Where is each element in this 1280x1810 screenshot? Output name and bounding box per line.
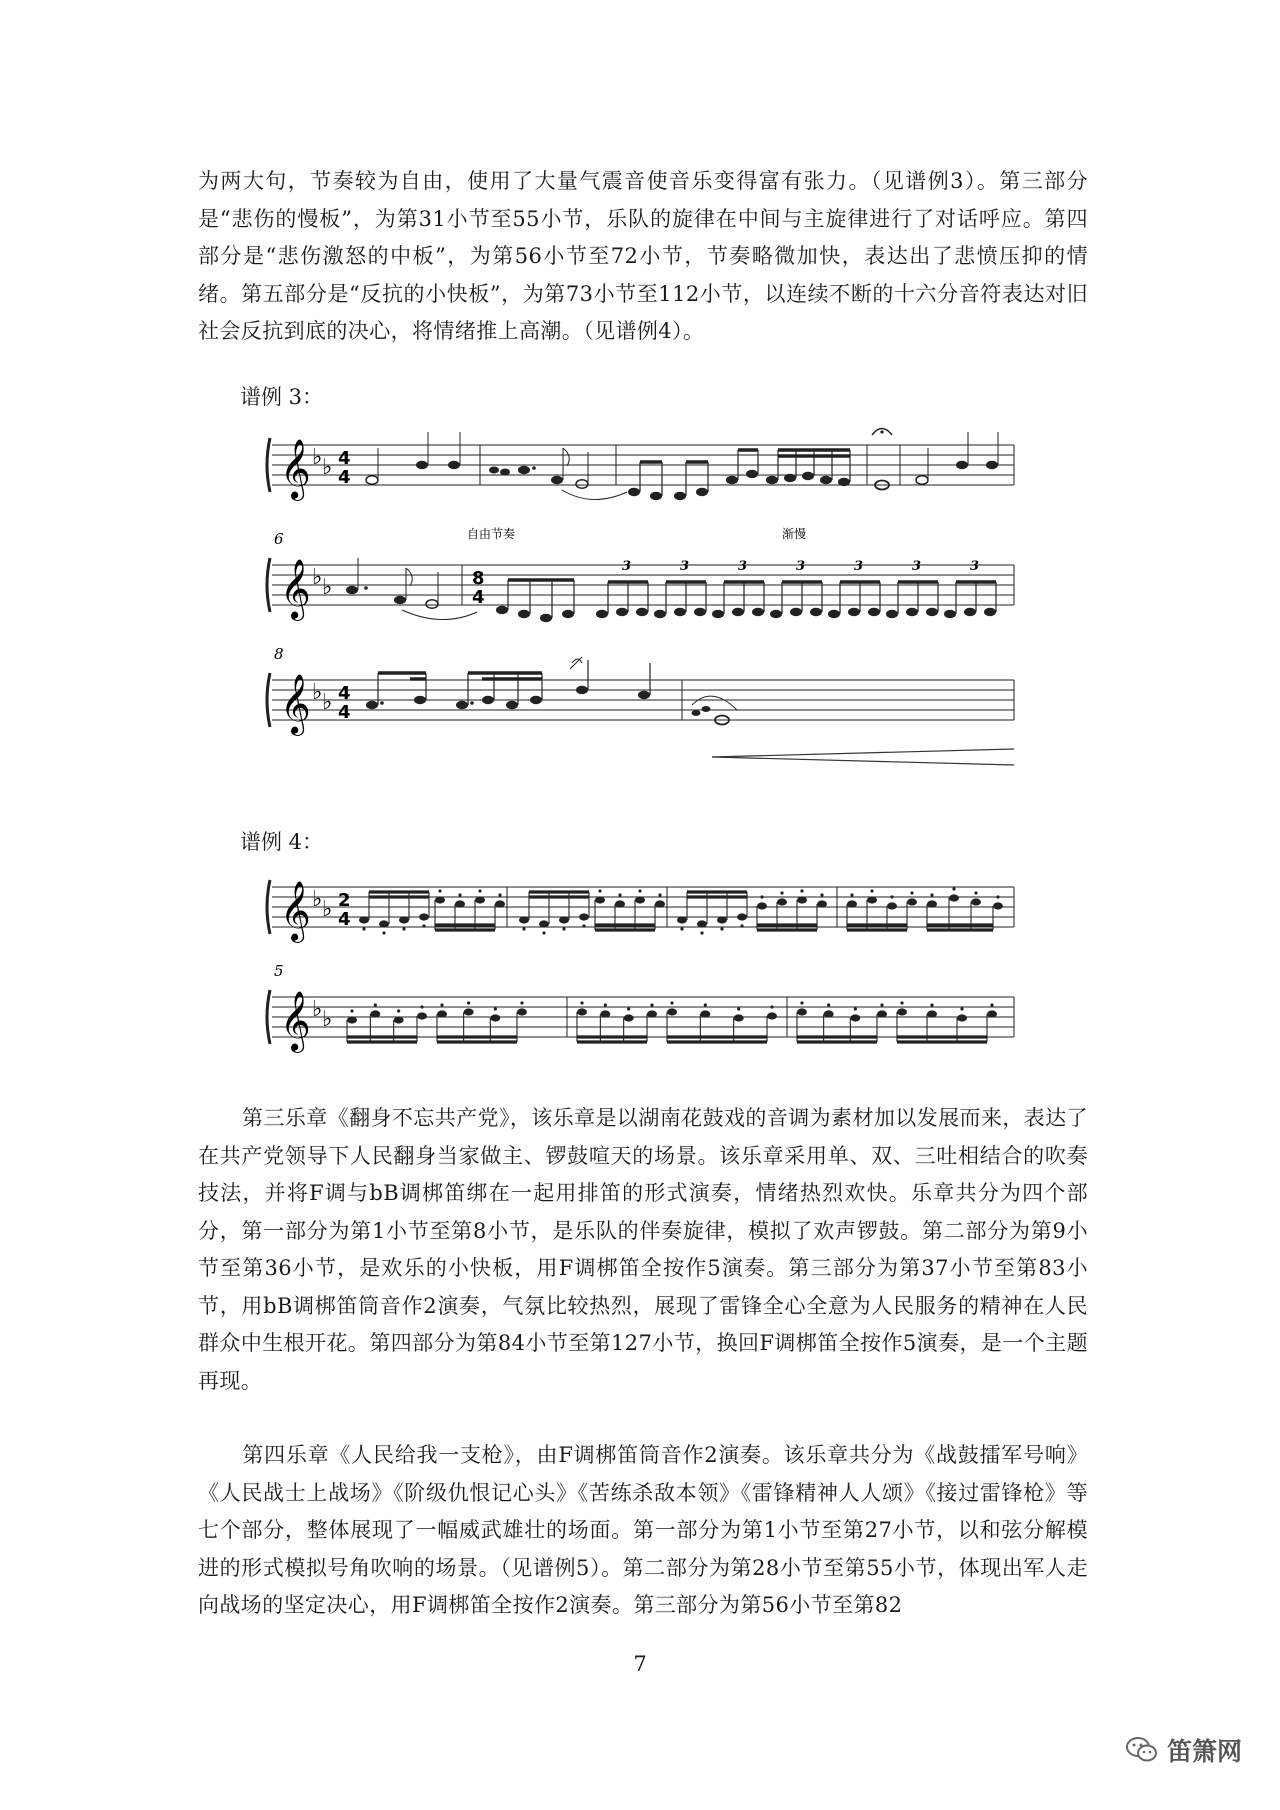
time-sig-den: 4 xyxy=(472,587,485,608)
treble-clef-icon: 𝄞 xyxy=(280,559,311,619)
time-sig-num: 4 xyxy=(338,448,351,469)
flat-icon: ♭ xyxy=(322,575,333,600)
time-sig-num: 4 xyxy=(338,683,351,704)
time-sig-num: 2 xyxy=(338,890,351,911)
treble-clef-icon: 𝄞 xyxy=(280,674,311,734)
watermark xyxy=(1125,1732,1242,1768)
triplet-mark: 3 xyxy=(912,559,922,574)
flat-icon: ♭ xyxy=(322,1007,333,1032)
example-4-score xyxy=(262,862,1022,1062)
score-system-2 xyxy=(267,526,1014,622)
paragraph-2-text: 第三乐章《翻身不忘共产党》，该乐章是以湖南花鼓戏的音调为素材加以发展而来，表达了在共产党领导下人民翻身当家做主、锣鼓喧天的场景。该乐章采用单、双、三吐相结合的吹奏技法，并将F调与bB调梆笛绑在一起用排笛的形式演奏，情绪热烈欢快。乐章共分为四个部分，第一部分为第1小节至第8小节，是乐队的伴奏旋律，模拟了欢声锣鼓。第二部分为第9小节至第36小节，是欢乐的小快板，用F调梆笛全按作5演奏。第三部分为第37小节至第83小节，用bB调梆笛筒音作2演奏，气氛比较热烈，展现了雷锋全心全意为人民服务的精神在人民群众中生根开花。第四部分为第84小节至第127小节，换回F调梆笛全按作5演奏，是一个主题再现。 xyxy=(198,1106,1088,1393)
triplet-mark: 3 xyxy=(796,559,806,574)
flat-icon: ♭ xyxy=(312,997,323,1022)
flat-icon: ♭ xyxy=(312,565,323,590)
treble-clef-icon: 𝄞 xyxy=(280,439,311,499)
paragraph-1 xyxy=(198,163,1088,351)
flat-icon: ♭ xyxy=(322,455,333,480)
paragraph-3 xyxy=(198,1437,1088,1625)
triplet-mark: 3 xyxy=(622,559,632,574)
treble-clef-icon: 𝄞 xyxy=(280,991,311,1051)
time-sig-den: 4 xyxy=(338,467,351,488)
triplet-mark: 3 xyxy=(680,559,690,574)
measure-number: 6 xyxy=(274,530,284,548)
wechat-bubble-icon xyxy=(1125,1735,1159,1765)
time-sig-den: 4 xyxy=(338,702,351,723)
triplet-mark: 3 xyxy=(970,559,980,574)
measure-number: 8 xyxy=(274,645,284,663)
tempo-annotation: 渐慢 xyxy=(782,527,807,541)
score-system-4-1 xyxy=(267,880,1014,943)
example-4-caption: 谱例 4： xyxy=(240,830,324,854)
flat-icon: ♭ xyxy=(312,680,323,705)
example-3-caption: 谱例 3： xyxy=(240,385,324,409)
watermark-text: 笛箫网 xyxy=(1166,1737,1242,1766)
triplet-mark: 3 xyxy=(738,559,748,574)
treble-clef-icon: 𝄞 xyxy=(280,881,311,941)
flat-icon: ♭ xyxy=(312,887,323,912)
flat-icon: ♭ xyxy=(312,445,323,470)
time-sig-den: 4 xyxy=(338,909,351,930)
score-system-4-2 xyxy=(267,962,1014,1053)
example-3-score xyxy=(262,420,1022,770)
flat-icon: ♭ xyxy=(322,897,333,922)
triplet-group xyxy=(496,559,996,622)
tempo-annotation: 自由节奏 xyxy=(467,527,516,541)
triplet-mark: 3 xyxy=(854,559,864,574)
paragraph-1-text: 为两大句，节奏较为自由，使用了大量气震音使音乐变得富有张力。（见谱例3）。第三部分是“悲伤的慢板”，为第31小节至55小节，乐队的旋律在中间与主旋律进行了对话呼应。第四部分是“悲伤激怒的中板”，为第56小节至72小节，节奏略微加快，表达出了悲愤压抑的情绪。第五部分是“反抗的小快板”，为第73小节至112小节，以连续不断的十六分音符表达对旧社会反抗到底的决心，将情绪推上高潮。（见谱例4）。 xyxy=(198,169,1088,343)
flat-icon: ♭ xyxy=(322,690,333,715)
measure-number: 5 xyxy=(274,962,284,980)
score-system-1 xyxy=(267,429,1014,502)
paragraph-2 xyxy=(198,1100,1088,1400)
paragraph-3-text: 第四乐章《人民给我一支枪》，由F调梆笛筒音作2演奏。该乐章共分为《战鼓擂军号响》《人民战士上战场》《阶级仇恨记心头》《苦练杀敌本领》《雷锋精神人人颂》《接过雷锋枪》等七个部分，整体展现了一幅威武雄壮的场面。第一部分为第1小节至第27小节，以和弦分解模进的形式模拟号角吹响的场景。（见谱例5）。第二部分为第28小节至第55小节，体现出军人走向战场的坚定决心，用F调梆笛全按作2演奏。第三部分为第56小节至第82 xyxy=(198,1443,1088,1617)
score-system-3 xyxy=(267,645,1014,765)
time-sig-num: 8 xyxy=(472,568,485,589)
page-number: 7 xyxy=(633,1652,647,1676)
